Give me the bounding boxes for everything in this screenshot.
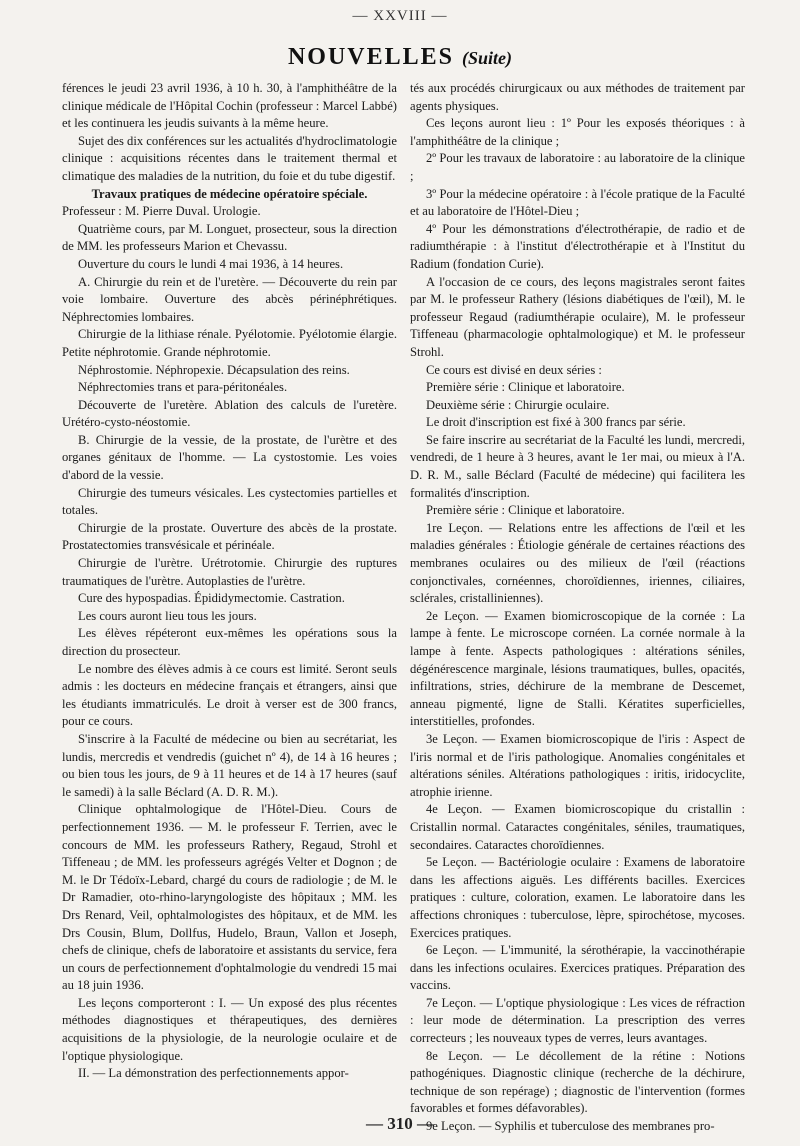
paragraph: Professeur : M. Pierre Duval. Urologie. (62, 204, 261, 219)
paragraph: Les élèves répéteront eux-mêmes les opérations sous la direction du prosecteur. (62, 626, 397, 658)
paragraph: Chirurgie de la lithiase rénale. Pyélotomie. Pyélotomie élargie. Petite néphrotomie. Grande néphrotomie. (62, 327, 397, 359)
paragraph: B. Chirurgie de la vessie, de la prostate, de l'urètre et des organes génitaux de l'homme. — La cystostomie. Les voies d'abord de la vessie. (62, 432, 397, 483)
header-title: NOUVELLES (287, 44, 455, 70)
paragraph: A. Chirurgie du rein et de l'uretère. — Découverte du rein par voie lombaire. Ouverture des abcès périnéphrétiques. Néphrectomies lombaires. (62, 274, 397, 324)
paragraph: tés aux procédés chirurgicaux ou aux méthodes de traitement par agents physiques. (410, 81, 745, 113)
paragraph: Ces leçons auront lieu : 1º Pour les exposés théoriques : à l'amphithéâtre de la clinique ; (410, 116, 745, 148)
left-column (62, 80, 397, 1120)
paragraph: 2º Pour les travaux de laboratoire : au laboratoire de la clinique ; (410, 151, 745, 183)
paragraph: Quatrième cours, par M. Longuet, prosecteur, sous la direction de MM. les professeurs Marion et Chevassu. (62, 221, 397, 254)
paragraph: Le droit d'inscription est fixé à 300 francs par série. (426, 415, 686, 430)
paragraph: Les leçons comporteront : I. — Un exposé des plus récentes méthodes diagnostiques et thérapeutiques, des dernières acquisitions de la physiologie, de la neurologie oculaire et de l'optique physiologique. (62, 995, 397, 1063)
paragraph: Ce cours est divisé en deux séries : (426, 362, 602, 377)
paragraph: Le nombre des élèves admis à ce cours est limité. Seront seuls admis : les docteurs en médecine français et étrangers, ainsi que les étudiants immatriculés. Le droit à verser est de 300 francs, pour ce cours. (62, 661, 397, 729)
paragraph: 6e Leçon. — L'immunité, la sérothérapie, la vaccinothérapie dans les infections oculaires. Exercices pratiques. Préparation des vaccins. (410, 943, 745, 993)
header-suite: (Suite) (462, 48, 513, 68)
paragraph: A l'occasion de ce cours, des leçons magistrales seront faites par M. le professeur Rathery (lésions diabétiques de l'œil), M. le professeur Regaud (radiumthérapie oculaire), M. le professeur Tiffeneau (pharmacologie ophtalmologique) et M. le professeur Strohl. (410, 274, 745, 359)
paragraph: 7e Leçon. — L'optique physiologique : Les vices de réfraction : leur mode de détermination. La prescription des verres correcteurs ; les nouveaux types de verres, leurs avantages. (410, 995, 745, 1046)
bottom-folio: — 310 — (366, 1114, 434, 1133)
right-column (410, 80, 745, 1134)
paragraph: Néphrostomie. Néphropexie. Décapsulation des reins. (78, 362, 350, 377)
paragraph: II. — La démonstration des perfectionnements appor- (78, 1066, 349, 1081)
paragraph: Découverte de l'uretère. Ablation des calculs de l'uretère. Urétéro-cysto-néostomie. (62, 397, 397, 430)
paragraph: Chirurgie de la prostate. Ouverture des abcès de la prostate. Prostatectomies transvésicale et périnéale. (62, 520, 397, 553)
paragraph: Première série : Clinique et laboratoire. (426, 503, 625, 518)
paragraph: S'inscrire à la Faculté de médecine ou bien au secrétariat, les lundis, mercredis et vendredis (guichet nº 4), de 14 à 16 heures ; ou bien tous les jours, de 9 à 11 heures et de 14 à 17 heures (sauf le samedi) à la salle Béclard (A. D. R. M.). (62, 731, 397, 799)
paragraph: Sujet des dix conférences sur les actualités d'hydroclimatologie clinique : acquisitions récentes dans le traitement thermal et climatique des maladies de la nutrition, du foie et du tube digestif. (62, 133, 397, 183)
page-header (0, 44, 800, 71)
paragraph: Deuxième série : Chirurgie oculaire. (426, 397, 610, 412)
paragraph: Première série : Clinique et laboratoire. (426, 380, 625, 395)
paragraph: 4e Leçon. — Examen biomicroscopique du cristallin : Cristallin normal. Cataractes congénitales, séniles, traumatiques, secondaires. Cataractes choroïdiennes. (410, 802, 745, 852)
paragraph: Néphrectomies trans et para-péritonéales. (78, 380, 288, 395)
paragraph: Chirurgie de l'urètre. Urétrotomie. Chirurgie des ruptures traumatiques de l'urètre. Autoplasties de l'urètre. (62, 556, 397, 588)
paragraph: 3e Leçon. — Examen biomicroscopique de l'iris : Aspect de l'iris normal et de l'iris pathologique. Anomalies congénitales et altérations séniles. Altérations pathologiques : iritis, iridocyclite, atrophie irienne. (410, 731, 745, 799)
paragraph: Les cours auront lieu tous les jours. (78, 608, 257, 623)
paragraph: 4º Pour les démonstrations d'électrothérapie, de radio et de radiumthérapie : à l'institut d'électrothérapie et à l'Institut du Radium (fondation Curie). (410, 221, 745, 271)
paragraph: 9e Leçon. — Syphilis et tuberculose des membranes pro- (426, 1119, 715, 1134)
paragraph: Travaux pratiques de médecine opératoire spéciale. (91, 186, 368, 201)
paragraph: 1re Leçon. — Relations entre les affections de l'œil et les maladies générales : Étiologie générale de certaines réactions des membranes oculaires ou des milieux de l'œil (réactions conjonctivales, cornéennes, choroïdiennes, iriennes, ciliaires, sclérales, cristalliniennes). (410, 520, 745, 606)
paragraph: 2e Leçon. — Examen biomicroscopique de la cornée : La lampe à fente. Le microscope cornéen. La cornée normale à la lampe à fente. Aspects pathologiques : altérations séniles, dégénérescence marginale, lésions traumatiques, bulles, opacités, infiltrations, stries, déchirure de la membrane de Descemet, anneau pigmenté, ligne de Stalli. Kératites superficielles, interstitielles, profondes. (410, 608, 745, 729)
paragraph: 3º Pour la médecine opératoire : à l'école pratique de la Faculté et au laboratoire de l'Hôtel-Dieu ; (410, 186, 745, 219)
paragraph: Chirurgie des tumeurs vésicales. Les cystectomies partielles et totales. (62, 485, 397, 518)
paragraph: Ouverture du cours le lundi 4 mai 1936, à 14 heures. (78, 256, 344, 271)
paragraph: Cure des hypospadias. Épididymectomie. Castration. (78, 591, 345, 606)
paragraph: Clinique ophtalmologique de l'Hôtel-Dieu. Cours de perfectionnement 1936. — M. le professeur F. Terrien, avec le concours de MM. les professeurs Rathery, Regaud, Strohl et Tiffeneau ; de MM. les professeurs agrégés Velter et Dognon ; de M. le Dr Tédoïx-Lebard, chargé du cours de radiologie ; de M. le Dr Ramadier, oto-rhino-laryngologiste des hôpitaux ; MM. les Drs Renard, Veil, ophtalmologistes des hôpitaux, et de MM. les Drs Cousin, Blum, Dollfus, Hudelo, Braun, Vallon et Joseph, chefs de clinique, chefs de laboratoire et assistants du service, fera un cours de perfectionnement d'ophtalmologie du vendredi 15 mai au 18 juin 1936. (62, 802, 397, 993)
paragraph: férences le jeudi 23 avril 1936, à 10 h. 30, à l'amphithéâtre de la clinique médicale de l'Hôpital Cochin (professeur : Marcel Labbé) et les continuera les jeudis suivants à la même heure. (62, 81, 397, 131)
paragraph: 5e Leçon. — Bactériologie oculaire : Examens de laboratoire dans les affections aiguës. Les différents bacilles. Exercices pratiques : culture, coloration, examen. Le laboratoire dans les affections chroniques : tuberculose, lèpre, spirochétose, mycoses. Exercices pratiques. (410, 855, 745, 940)
paragraph: 8e Leçon. — Le décollement de la rétine : Notions pathogéniques. Diagnostic clinique (recherche de la déchirure, technique de son repérage) ; diagnostic de l'intervention (formes favorables et formes défavorables). (410, 1048, 745, 1116)
paragraph: Se faire inscrire au secrétariat de la Faculté les lundi, mercredi, vendredi, de 1 heure à 3 heures, avant le 1er mai, ou mieux à l'A. D. R. M., salle Béclard (Faculté de médecine) qui facilitera les formalités d'inscription. (410, 432, 745, 500)
top-folio: — XXVIII — (352, 8, 448, 24)
